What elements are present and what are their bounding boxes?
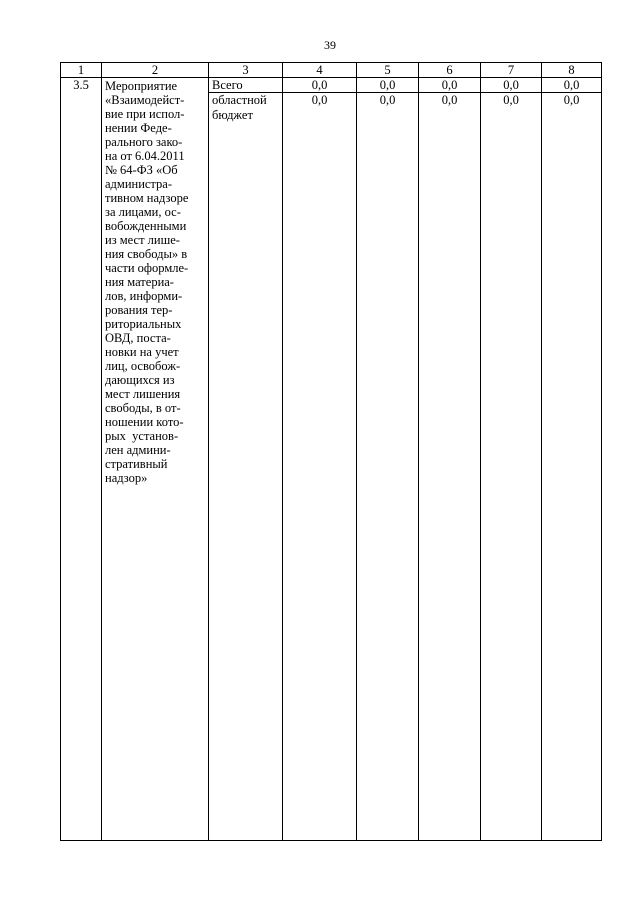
- description-line: рых установ-: [105, 429, 179, 443]
- column-header: 1: [61, 63, 102, 78]
- description-line: лов, информи-: [105, 289, 183, 303]
- value-cell: 0,0: [419, 78, 481, 93]
- description-line: на от 6.04.2011: [105, 149, 185, 163]
- description-line: рального зако-: [105, 135, 183, 149]
- description-line: мест лишения: [105, 387, 181, 401]
- description-line: свободы, в от-: [105, 401, 181, 415]
- description-line: новки на учет: [105, 345, 179, 359]
- description-line: ОВД, поста-: [105, 331, 171, 345]
- value-cell: 0,0: [542, 78, 602, 93]
- column-header: 8: [542, 63, 602, 78]
- funding-source-line: бюджет: [212, 108, 253, 123]
- page-number: 39: [324, 38, 336, 52]
- value-cell: 0,0: [481, 78, 542, 93]
- description-line: риториальных: [105, 317, 182, 331]
- table-header-row: [61, 63, 602, 78]
- description-line: «Взаимодейст-: [105, 93, 185, 107]
- value-cell: 0,0: [542, 93, 602, 841]
- description-line: ния свободы» в: [105, 247, 188, 261]
- description-line: стративный: [105, 457, 168, 471]
- funding-source-line: областной: [212, 93, 267, 107]
- item-description: [102, 78, 209, 841]
- description-line: № 64-ФЗ «Об: [105, 163, 178, 177]
- column-header: 7: [481, 63, 542, 78]
- description-line: ношении кото-: [105, 415, 184, 429]
- value-cell: 0,0: [357, 78, 419, 93]
- column-header: 3: [209, 63, 283, 78]
- item-number: 3.5: [61, 78, 102, 841]
- description-line: нении Феде-: [105, 121, 172, 135]
- column-header: 2: [102, 63, 209, 78]
- column-header: 5: [357, 63, 419, 78]
- description-line: рования тер-: [105, 303, 173, 317]
- value-cell: 0,0: [283, 78, 357, 93]
- description-line: администра-: [105, 177, 173, 191]
- description-line: лен админи-: [105, 443, 171, 457]
- description-line: Мероприятие: [105, 79, 178, 93]
- description-line: из мест лише-: [105, 233, 180, 247]
- program-table: [60, 62, 602, 841]
- description-line: лиц, освобож-: [105, 359, 181, 373]
- description-line: за лицами, ос-: [105, 205, 181, 219]
- value-cell: 0,0: [419, 93, 481, 841]
- description-line: дающихся из: [105, 373, 175, 387]
- column-header: 6: [419, 63, 481, 78]
- description-line: части оформле-: [105, 261, 189, 275]
- funding-source-total: Всего: [209, 78, 283, 93]
- column-header: 4: [283, 63, 357, 78]
- funding-source-regional: [209, 93, 283, 841]
- description-line: вие при испол-: [105, 107, 185, 121]
- value-cell: 0,0: [357, 93, 419, 841]
- value-cell: 0,0: [481, 93, 542, 841]
- value-cell: 0,0: [283, 93, 357, 841]
- description-line: надзор»: [105, 471, 148, 485]
- description-line: тивном надзоре: [105, 191, 189, 205]
- description-line: вобожденными: [105, 219, 187, 233]
- table-row-total: [61, 78, 602, 93]
- description-line: ния материа-: [105, 275, 174, 289]
